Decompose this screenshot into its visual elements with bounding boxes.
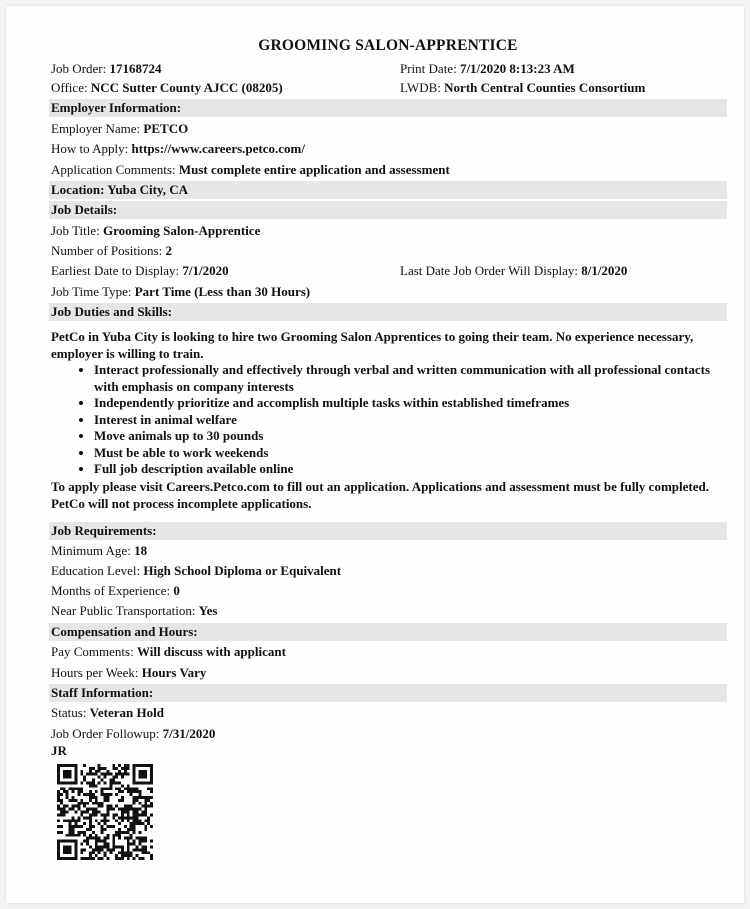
location-heading: Location: Yuba City, CA — [49, 181, 727, 199]
how-to-apply: How to Apply: https://www.careers.petco.com/ — [51, 141, 305, 156]
section-compensation-heading: Compensation and Hours: — [49, 623, 727, 641]
application-comments: Application Comments: Must complete entire application and assessment — [51, 162, 450, 177]
section-duties-heading: Job Duties and Skills: — [49, 303, 727, 321]
office: Office: NCC Sutter County AJCC (08205) — [51, 80, 283, 95]
lwdb: LWDB: North Central Counties Consortium — [400, 80, 646, 95]
apply-link[interactable]: https://www.careers.petco.com/ — [131, 141, 305, 156]
section-job-details-heading: Job Details: — [49, 201, 727, 219]
earliest-date: Earliest Date to Display: 7/1/2020 — [51, 263, 229, 278]
list-item: • Interact professionally and effectively through verbal and written communication with all professional contacts with emphasis on company interests — [94, 362, 734, 395]
education-level: Education Level: High School Diploma or Equivalent — [51, 563, 342, 578]
section-requirements-heading: Job Requirements: — [49, 522, 727, 540]
employer-name: Employer Name: PETCO — [51, 121, 189, 136]
print-date: Print Date: 7/1/2020 8:13:23 AM — [400, 61, 575, 76]
section-employer-heading: Employer Information: — [49, 99, 727, 117]
job-order: Job Order: 17168724 — [51, 61, 162, 76]
list-item: • Move animals up to 30 pounds — [94, 428, 734, 445]
duties-intro: PetCo in Yuba City is looking to hire two Grooming Salon Apprentices to going their team. No experience necessary, employer is willing to train. — [51, 329, 694, 361]
job-title: Job Title: Grooming Salon-Apprentice — [51, 223, 261, 238]
list-item: • Independently prioritize and accomplish multiple tasks within established timeframes — [94, 395, 734, 412]
job-order-followup: Job Order Followup: 7/31/2020 — [51, 726, 216, 741]
list-item: • Full job description available online — [94, 461, 734, 478]
last-date: Last Date Job Order Will Display: 8/1/2020 — [400, 263, 628, 278]
page-title: GROOMING SALON-APPRENTICE — [258, 37, 518, 54]
section-staff-heading: Staff Information: — [49, 684, 727, 702]
number-of-positions: Number of Positions: 2 — [51, 243, 172, 258]
qr-code — [57, 764, 153, 860]
list-item: • Interest in animal welfare — [94, 412, 734, 429]
status: Status: Veteran Hold — [51, 705, 164, 720]
list-item: • Must be able to work weekends — [94, 445, 734, 462]
months-of-experience: Months of Experience: 0 — [51, 583, 180, 598]
job-time-type: Job Time Type: Part Time (Less than 30 Hours) — [51, 284, 311, 299]
minimum-age: Minimum Age: 18 — [51, 543, 148, 558]
staff-initials: JR — [51, 743, 67, 758]
duties-list — [73, 362, 734, 478]
public-transportation: Near Public Transportation: Yes — [51, 603, 218, 618]
duties-outro: To apply please visit Careers.Petco.com to fill out an application. Applications and assessment must be fully completed. PetCo will not process incomplete applications. — [51, 479, 709, 511]
hours-per-week: Hours per Week: Hours Vary — [51, 665, 207, 680]
pay-comments: Pay Comments: Will discuss with applicant — [51, 644, 286, 659]
